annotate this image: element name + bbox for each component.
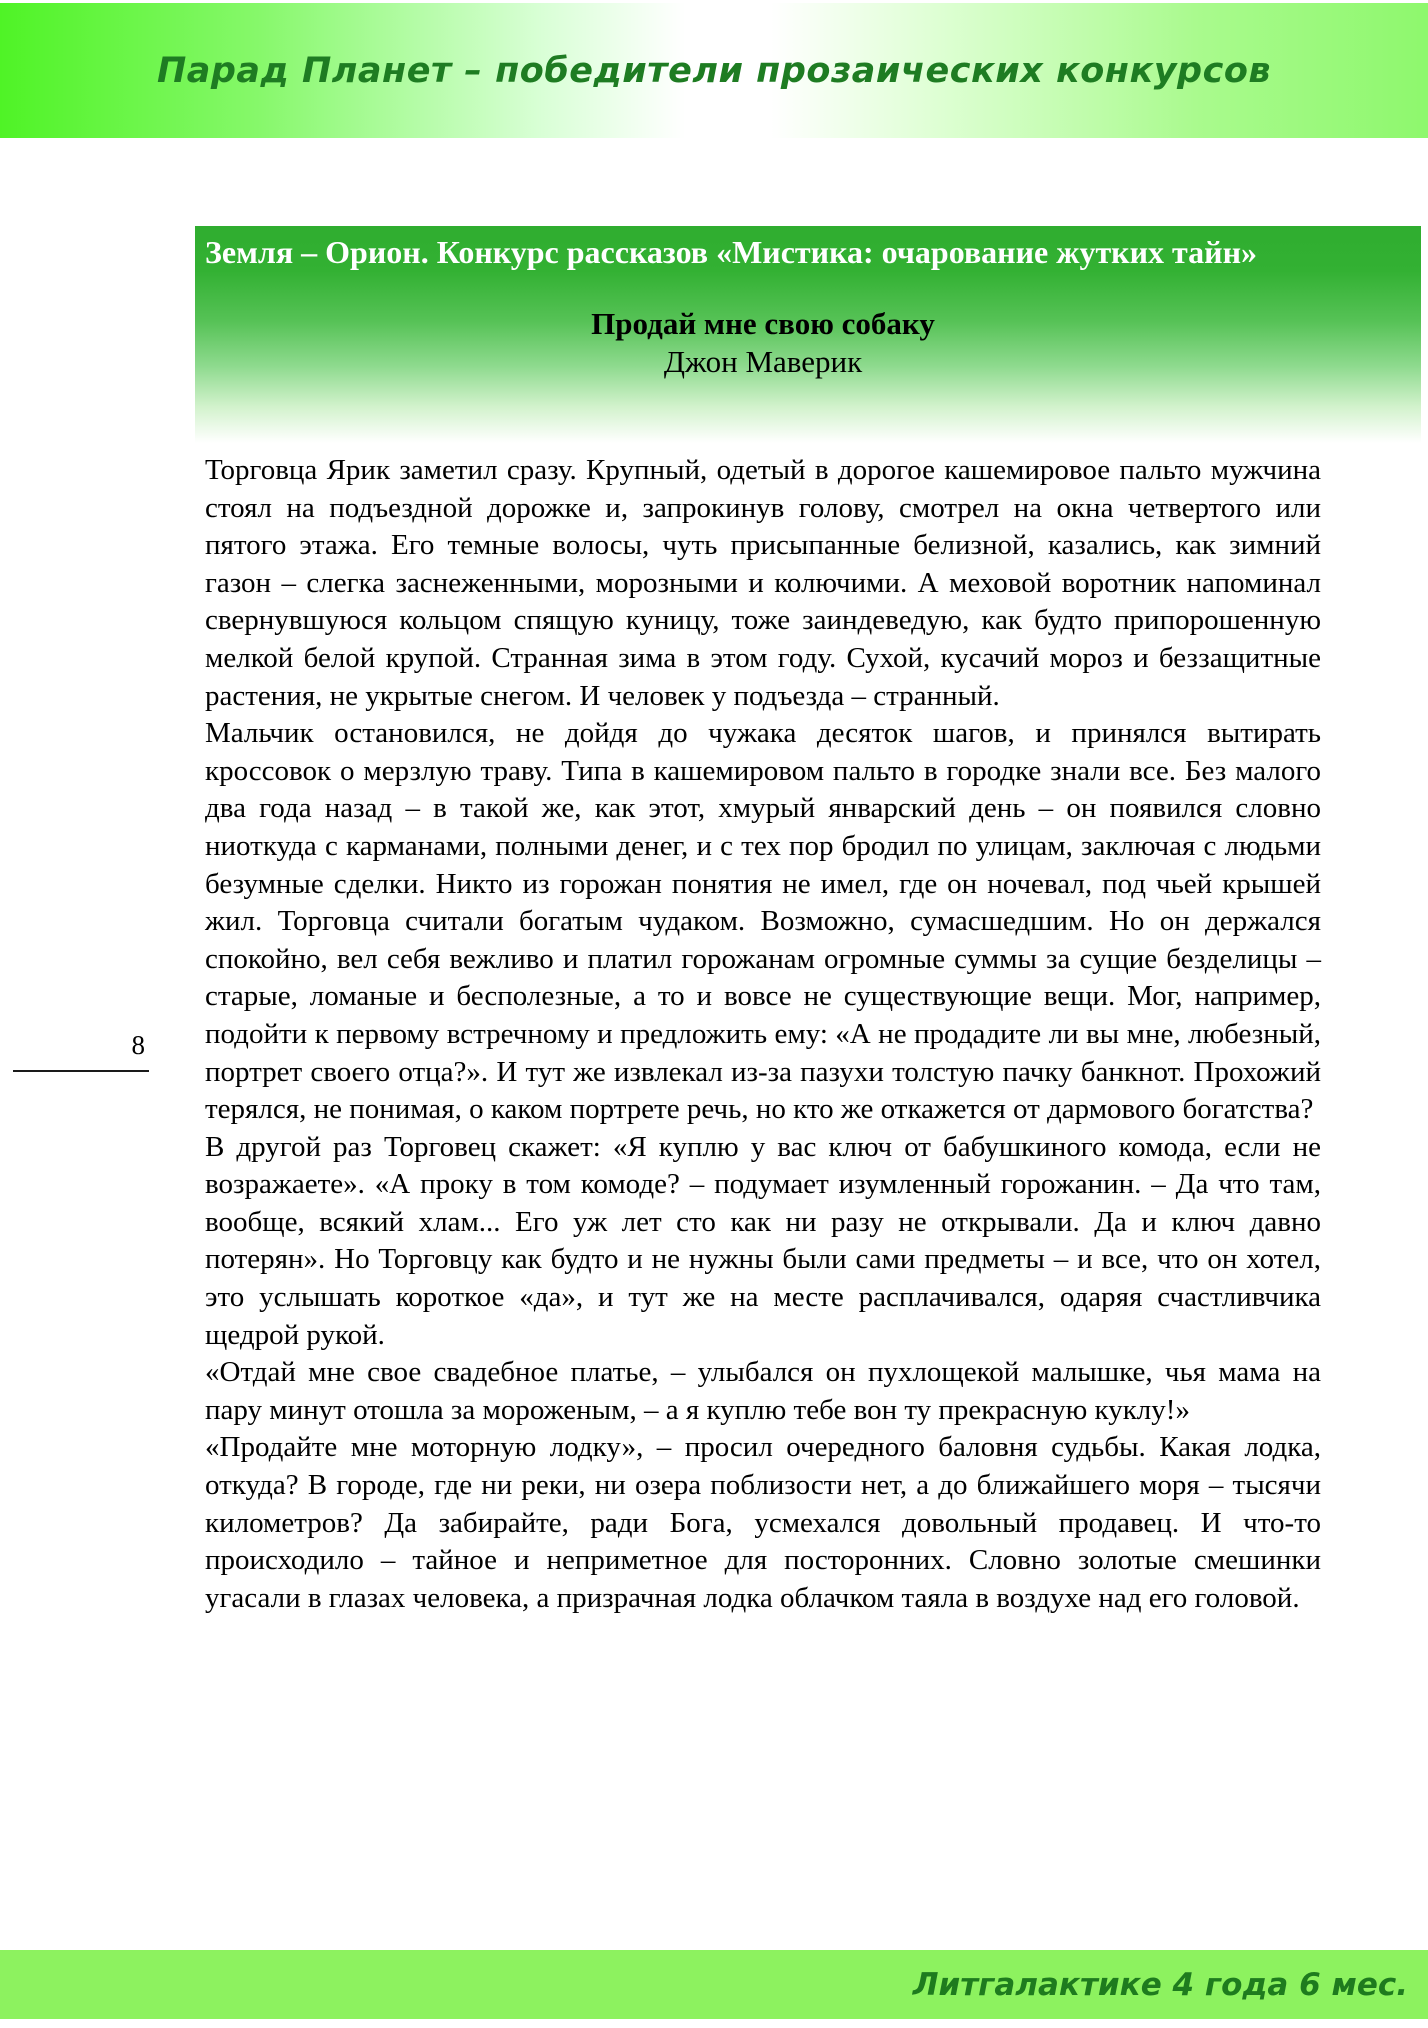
story-author: Джон Маверик [663, 344, 863, 379]
footer-caption: Литгалактике 4 года 6 мес. [912, 1966, 1408, 2003]
header-title: Парад Планет – победители прозаических конкурсов [156, 50, 1272, 91]
contest-banner [195, 226, 1421, 452]
story-paragraph: Торговца Ярик заметил сразу. Крупный, одетый в дорогое кашемировое пальто мужчина стоял на подъездной дорожке и, запрокинув голову, смотрел на окна четвертого или пятого этажа. Его темные волосы, чуть присыпанные белизной, казались, как зимний газон – слегка заснеженными, морозными и колючими. А меховой воротник напоминал свернувшуюся кольцом спящую куницу, тоже заиндеведую, как будто припорошенную мелкой белой крупой. Странная зима в этом году. Сухой, кусачий мороз и беззащитные растения, не укрытые снегом. И человек у подъезда – странный. [205, 454, 1321, 712]
page-number: 8 [131, 1030, 145, 1060]
header-band [0, 3, 1428, 138]
story-paragraph: «Отдай мне свое свадебное платье, – улыбался он пухлощекой малышке, чья мама на пару минут отошла за мороженым, – а я куплю тебе вон ту прекрасную куклу!» [205, 1356, 1321, 1426]
story-title: Продай мне свою собаку [591, 306, 935, 341]
contest-heading: Земля – Орион. Конкурс рассказов «Мистика: очарование жутких тайн» [205, 234, 1258, 270]
banner-title-block [205, 305, 1321, 381]
page-number-rule [13, 1070, 149, 1072]
story-paragraph: «Продайте мне моторную лодку», – просил очередного баловня судьбы. Какая лодка, откуда? В городе, где ни реки, ни озера поблизости нет, а до ближайшего моря – тысячи километров? Да забирайте, ради Бога, усмехался довольный продавец. И что-то происходило – тайное и неприметное для посторонних. Словно золотые смешинки угасали в глазах человека, а призрачная лодка облачком таяла в воздухе над его головой. [205, 1431, 1321, 1614]
story-paragraph: В другой раз Торговец скажет: «Я куплю у вас ключ от бабушкиного комода, если не возражаете». «А проку в том комоде? – подумает изумленный горожанин. – Да что там, вообще, всякий хлам... Его уж лет сто как ни разу не открывали. Да и ключ давно потерян». Но Торговцу как будто и не нужны были сами предметы – и все, что он хотел, это услышать короткое «да», и тут же на месте расплачивался, одаряя счастливчика щедрой рукой. [205, 1130, 1321, 1351]
story-paragraph: Мальчик остановился, не дойдя до чужака десяток шагов, и принялся вытирать кроссовок о мерзлую траву. Типа в кашемировом пальто в городке знали все. Без малого два года назад – в такой же, как этот, хмурый январский день – он появился словно ниоткуда с карманами, полными денег, и с тех пор бродил по улицам, заключая с людьми безумные сделки. Никто из горожан понятия не имел, где он ночевал, под чьей крышей жил. Торговца считали богатым чудаком. Возможно, сумасшедшим. Но он держался спокойно, вел себя вежливо и платил горожанам огромные суммы за сущие безделицы – старые, ломаные и бесполезные, а то и вовсе не существующие вещи. Мог, например, подойти к первому встречному и предложить ему: «А не продадите ли вы мне, любезный, портрет своего отца?». И тут же извлекал из-за пазухи толстую пачку банкнот. Прохожий терялся, не понимая, о каком портрете речь, но кто же откажется от дармового богатства? [205, 717, 1321, 1126]
story-body [205, 452, 1321, 1617]
footer-band [0, 1950, 1428, 2019]
